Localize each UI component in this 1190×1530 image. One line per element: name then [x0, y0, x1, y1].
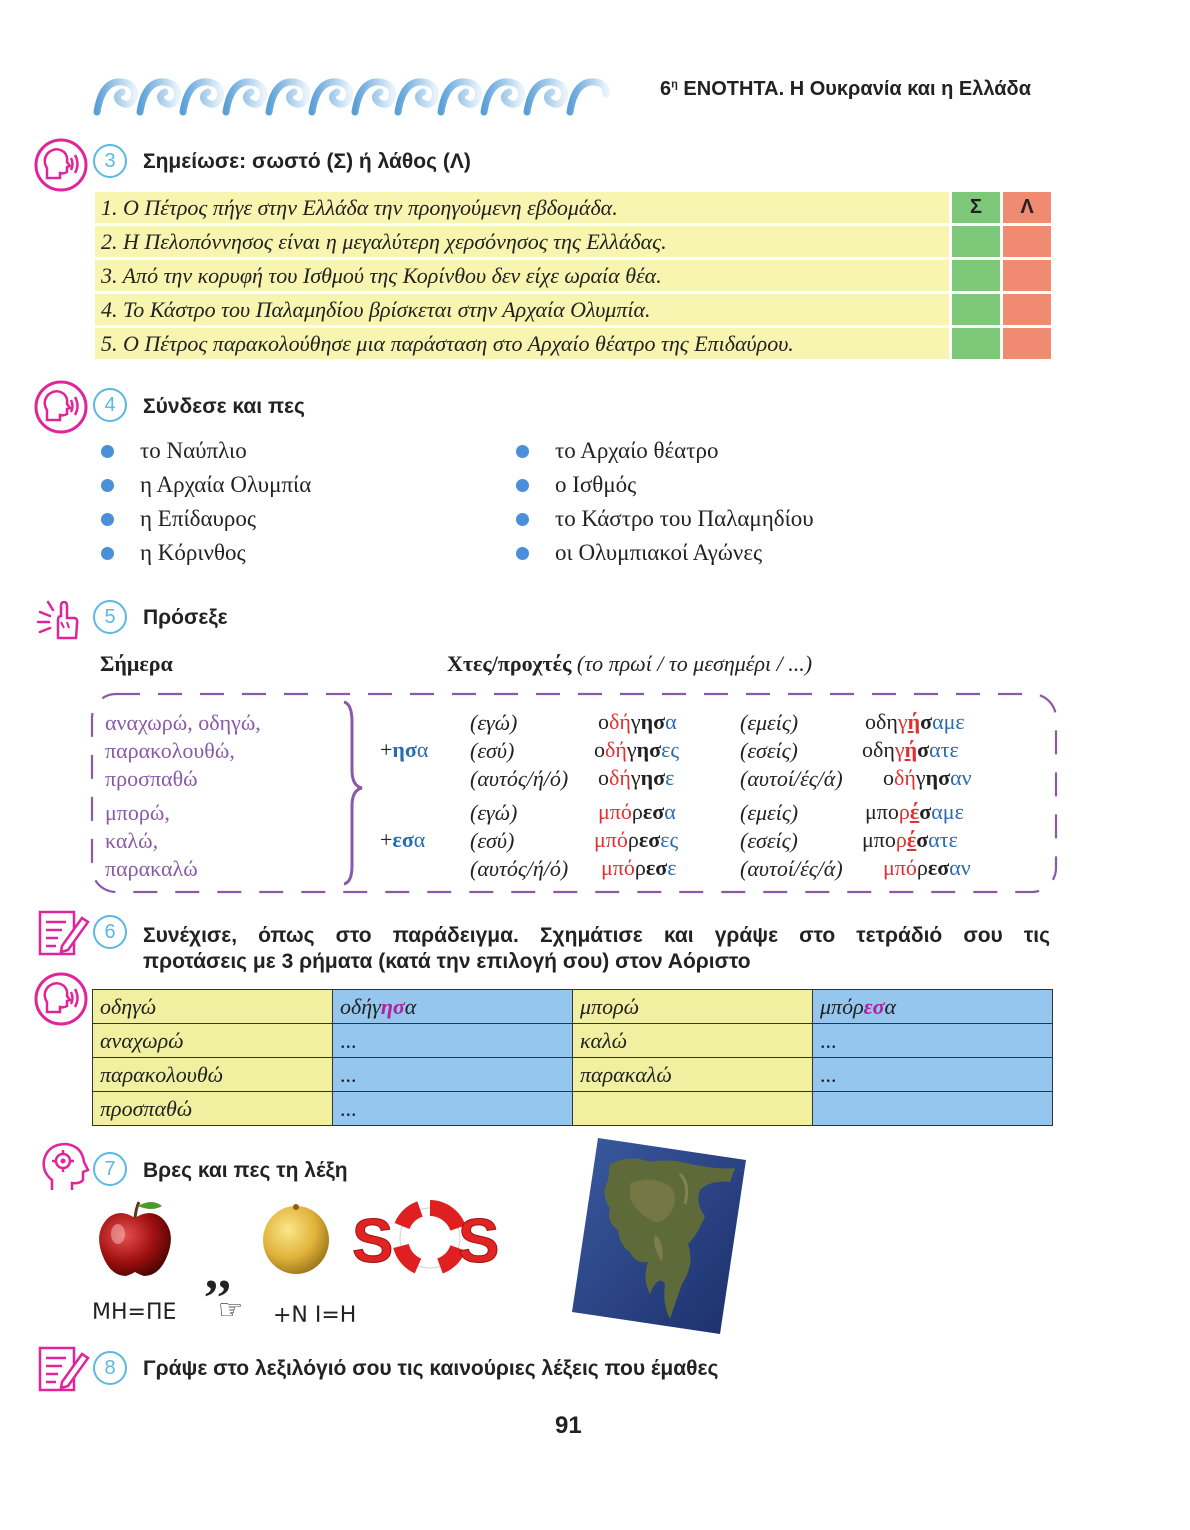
unit-title: $6^\eta$ ΕΝΟΤΗΤΑ. Η Ουκρανία και η Ελλάδα — [660, 78, 1031, 100]
verb-form-table — [92, 989, 1053, 1126]
comma-symbol: ,, — [205, 1243, 231, 1300]
decorative-waves — [92, 72, 612, 118]
table-cell: παρακαλώ — [573, 1058, 813, 1092]
true-checkbox[interactable] — [952, 328, 1000, 359]
clue-text: ΜΗ=ΠΕ — [92, 1300, 177, 1325]
apple-image — [90, 1198, 180, 1282]
exercise-number: 3 — [93, 144, 127, 178]
exercise-number: 4 — [93, 388, 127, 422]
true-checkbox[interactable]: Σ — [952, 192, 1000, 223]
pronouns-sg-group1: (εγώ) (εσύ) (αυτός/ή/ό) — [470, 710, 569, 791]
speak-icon — [34, 380, 88, 434]
bullet-dot — [101, 513, 114, 526]
true-false-table — [95, 192, 1051, 362]
conjugation: οδήγησε — [598, 765, 675, 790]
exercise-title: Πρόσεξε — [143, 606, 228, 629]
bullet-dot — [516, 445, 529, 458]
bullet-dot — [101, 547, 114, 560]
pointing-hand-icon: ☞ — [218, 1293, 244, 1326]
table-cell: οδηγώ — [93, 990, 333, 1024]
answer-cell[interactable]: ... — [813, 1024, 1053, 1058]
exercise-number: 5 — [93, 600, 127, 634]
table-cell: μπόρεσα — [813, 990, 1053, 1024]
peloponnese-map-image — [570, 1134, 750, 1336]
statement: 5. Ο Πέτρος παρακολούθησε μια παράσταση στο Αρχαίο θέατρο της Επιδαύρου. — [95, 328, 949, 359]
answer-cell[interactable]: ... — [333, 1024, 573, 1058]
conjugation: μπορέσατε — [862, 827, 958, 852]
write-icon — [36, 1342, 90, 1396]
list-item[interactable]: η Κόρινθος — [95, 536, 311, 570]
table-row — [93, 1058, 1053, 1092]
match-right-column — [510, 434, 814, 570]
svg-text:S: S — [458, 1207, 500, 1276]
list-item[interactable]: οι Ολυμπιακοί Αγώνες — [510, 536, 814, 570]
verb-list-group2: μπορώ, καλώ, παρακαλώ — [105, 800, 198, 881]
bullet-dot — [516, 513, 529, 526]
conjugation: οδήγησα — [598, 709, 677, 734]
statement: 3. Από την κορυφή του Ισθμού της Κορίνθου δεν είχε ωραία θέα. — [95, 260, 949, 291]
pronouns-pl-group2: (εμείς) (εσείς) (αυτοί/ές/ά) — [740, 800, 843, 881]
table-cell[interactable] — [573, 1092, 813, 1126]
page-number: 91 — [555, 1412, 582, 1439]
exercise-title: Σημείωσε: σωστό (Σ) ή λάθος (Λ) — [143, 150, 471, 173]
table-cell: καλώ — [573, 1024, 813, 1058]
false-checkbox[interactable] — [1003, 260, 1051, 291]
exercise-number: 7 — [93, 1152, 127, 1186]
bullet-dot — [516, 479, 529, 492]
table-row — [95, 260, 1051, 291]
suffix-group1: +ησα — [380, 737, 429, 762]
table-row — [95, 226, 1051, 257]
past-label: Χτες/προχτές (το πρωί / το μεσημέρι / ...) — [447, 651, 813, 676]
table-cell: οδήγησα — [333, 990, 573, 1024]
conjugation: οδήγησες — [594, 737, 680, 762]
pronouns-pl-group1: (εμείς) (εσείς) (αυτοί/ές/ά) — [740, 710, 843, 791]
statement: 1. Ο Πέτρος πήγε στην Ελλάδα την προηγούμενη εβδομάδα. — [95, 192, 949, 223]
melon-image — [260, 1202, 332, 1276]
statement: 2. Η Πελοπόννησος είναι η μεγαλύτερη χερσόνησος της Ελλάδας. — [95, 226, 949, 257]
clue-text: +Ν Ι=Η — [273, 1303, 357, 1328]
list-item[interactable]: το Κάστρο του Παλαμηδίου — [510, 502, 814, 536]
speak-icon — [34, 972, 88, 1026]
table-row — [93, 990, 1053, 1024]
verb-list-group1: αναχωρώ, οδηγώ, παρακολουθώ, προσπαθώ — [105, 710, 261, 791]
answer-cell[interactable]: ... — [333, 1092, 573, 1126]
false-checkbox[interactable] — [1003, 294, 1051, 325]
conjugation: μπόρεσε — [601, 855, 677, 880]
false-checkbox[interactable] — [1003, 328, 1051, 359]
answer-cell[interactable] — [813, 1092, 1053, 1126]
write-icon — [36, 906, 90, 960]
list-item[interactable]: η Επίδαυρος — [95, 502, 311, 536]
table-cell: προσπαθώ — [93, 1092, 333, 1126]
list-item[interactable]: το Ναύπλιο — [95, 434, 311, 468]
exercise-number: 6 — [93, 915, 127, 949]
match-left-column — [95, 434, 311, 570]
conjugation: οδηγήσατε — [862, 737, 959, 762]
conjugation: οδήγησαν — [883, 765, 972, 790]
today-label: Σήμερα — [100, 651, 173, 676]
table-row — [95, 328, 1051, 359]
exercise-title: Σύνδεσε και πες — [143, 395, 305, 418]
conjugation: μπόρεσαν — [883, 855, 971, 880]
table-row — [95, 192, 1051, 223]
svg-text:S: S — [352, 1207, 394, 1276]
answer-cell[interactable]: ... — [813, 1058, 1053, 1092]
conjugation: μπορέσαμε — [865, 799, 964, 824]
false-checkbox[interactable] — [1003, 226, 1051, 257]
table-cell: παρακολουθώ — [93, 1058, 333, 1092]
bullet-dot — [101, 445, 114, 458]
list-item[interactable]: η Αρχαία Ολυμπία — [95, 468, 311, 502]
thinking-head-icon — [38, 1140, 92, 1194]
bullet-dot — [101, 479, 114, 492]
conjugation: μπόρεσες — [594, 827, 679, 852]
table-row — [95, 294, 1051, 325]
table-cell: αναχωρώ — [93, 1024, 333, 1058]
statement: 4. Το Κάστρο του Παλαμηδίου βρίσκεται στην Αρχαία Ολυμπία. — [95, 294, 949, 325]
table-row — [93, 1092, 1053, 1126]
pronouns-sg-group2: (εγώ) (εσύ) (αυτός/ή/ό) — [470, 800, 569, 881]
exercise-title: Βρες και πες τη λέξη — [143, 1159, 348, 1182]
exercise-title: Συνέχισε, όπως στο παράδειγμα. Σχημάτισε και γράψε στο τετράδιό σου τις — [143, 924, 1050, 947]
true-checkbox[interactable] — [952, 260, 1000, 291]
true-checkbox[interactable] — [952, 294, 1000, 325]
attention-hand-icon — [34, 594, 88, 648]
conjugation: μπόρεσα — [598, 799, 676, 824]
speak-icon — [34, 138, 88, 192]
suffix-group2: +εσα — [380, 827, 426, 852]
false-checkbox[interactable]: Λ — [1003, 192, 1051, 223]
exercise-number: 8 — [93, 1351, 127, 1385]
bullet-dot — [516, 547, 529, 560]
table-cell: μπορώ — [573, 990, 813, 1024]
exercise-title-line2: προτάσεις με 3 ρήματα (κατά την επιλογή σου) στον Αόριστο — [143, 950, 751, 973]
answer-cell[interactable]: ... — [333, 1058, 573, 1092]
table-row — [93, 1024, 1053, 1058]
conjugation: οδηγήσαμε — [865, 709, 965, 734]
list-item[interactable]: το Αρχαίο θέατρο — [510, 434, 814, 468]
list-item[interactable]: ο Ισθμός — [510, 468, 814, 502]
exercise-title: Γράψε στο λεξιλόγιό σου τις καινούριες λέξεις που έμαθες — [143, 1357, 719, 1380]
sos-lifebuoy-image — [352, 1200, 507, 1278]
true-checkbox[interactable] — [952, 226, 1000, 257]
